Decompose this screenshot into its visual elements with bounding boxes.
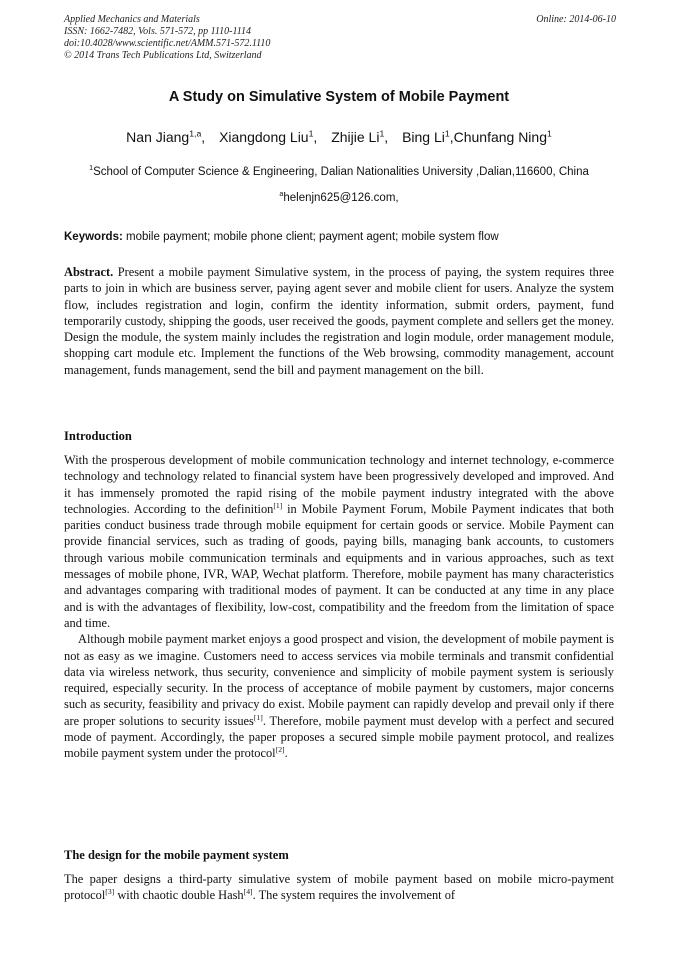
paragraph [64,452,614,631]
design-heading: The design for the mobile payment system [64,848,289,862]
author-affil-marker: 1 [444,128,450,139]
paragraph-text: with chaotic double Hash [114,888,244,903]
author-separator: , [384,129,389,145]
author-affil-marker: 1,a [189,128,202,139]
author-separator: , [449,129,454,145]
introduction-body [64,452,614,762]
copyright-line: © 2014 Trans Tech Publications Ltd, Switzerland [64,50,262,61]
abstract-label: Abstract. [64,265,114,279]
journal-header [64,14,616,62]
citation[interactable]: [1] [273,500,283,510]
paragraph-text: . [284,746,288,761]
author-name: Xiangdong Liu [219,129,309,145]
email-address[interactable]: helenjn625@126.com, [283,192,399,204]
doi-line: doi:10.4028/www.scientific.net/AMM.571-572.1110 [64,38,271,49]
introduction-heading: Introduction [64,429,132,443]
citation[interactable]: [4] [243,887,253,897]
email-marker: a [279,190,284,199]
paragraph-text: With the prosperous development of mobile communication technology and internet technology, e-commerce technology and technology related to financial system have been progressively developed and improved. And it has immensely promoted the rapid rising of the mobile payment industry integrated with the above technologies. According to the definition [64,453,614,516]
design-body [64,871,614,904]
paragraph [64,871,614,904]
keywords-label: Keywords: [64,231,123,243]
online-date: Online: 2014-06-10 [536,14,616,25]
abstract-text: Present a mobile payment Simulative system, in the process of paying, the system requires three parts to join in which are business server, paying agent sever and mobile client for users. Analyze the system flow, includes registration and login, confirm the identity information, submit orders, payment, fund temporarily custody, shipping the goods, user received the goods, payment complete and sellers get the money. Design the module, the system mainly includes the registration and login module, order management module, shopping cart module etc. Implement the functions of the Web browsing, commodity management, account management, funds management, send the bill and payment management on the bill. [64,265,614,377]
keywords [64,231,616,243]
issn-line: ISSN: 1662-7482, Vols. 571-572, pp 1110-1114 [64,26,252,37]
author-affil-marker: 1 [308,128,314,139]
paragraph-text: The paper designs a third-party simulative system of mobile payment based on mobile micro-payment protocol [64,872,614,903]
paper-title: A Study on Simulative System of Mobile Payment [168,89,510,105]
affiliation [0,166,678,178]
author-name: Chunfang Ning [453,129,547,145]
paragraph-text: . The system requires the involvement of [252,888,456,903]
author-affil-marker: 1 [379,128,385,139]
paragraph-text: in Mobile Payment Forum, Mobile Payment indicates that both parities conduct business trade through mobile equipment for certain goods or service. Mobile Payment can provide financial services, such as trading of goods, paying bills, managing bank accounts, to customers through various mobile communication terminals and equipments and in various approaches, such as text messages of mobile phone, IVR, WAP, Wechat platform. Therefore, mobile payment has many characteristics and advantages comparing with traditional modes of payment. It can be conducted at any time in any place and is with the advantages of flexibility, low-cost, compatibility and the freedom from the limitation of space and time. [64,501,614,630]
author-name: Nan Jiang [126,129,190,145]
paragraph-text: Although mobile payment market enjoys a good prospect and vision, the development of mobile payment is not as easy as we imagine. Customers need to access services via mobile terminals and transmit confidential data via wireless network, thus security, convenience and simplicity of mobile payment system is seriously required, especially security. In the process of acceptance of mobile payment by customers, major concerns such as security, feasibility and privacy do exist. Mobile payment can rapidly develop and prevail only if there are proper solutions to security issues [64,632,614,728]
author-list [0,129,678,145]
citation[interactable]: [3] [105,887,115,897]
abstract [64,264,614,378]
affiliation-marker: 1 [89,164,94,173]
affiliation-text: School of Computer Science & Engineering, Dalian Nationalities University ,Dalian,116600, China [93,166,589,178]
author-affil-marker: 1 [547,128,552,139]
keywords-text: mobile payment; mobile phone client; payment agent; mobile system flow [126,231,499,243]
author-separator: , [313,129,318,145]
author-separator: , [201,129,206,145]
citation[interactable]: [1] [253,712,263,722]
author-name: Bing Li [402,129,445,145]
author-name: Zhijie Li [331,129,380,145]
email-line [0,192,678,204]
paragraph [64,631,614,761]
paragraph-text: . Therefore, mobile payment must develop with a perfect and secured mode of payment. Accordingly, the paper proposes a secured simple mobile payment protocol, and realizes mobile payment system under the protocol [64,713,615,761]
journal-name: Applied Mechanics and Materials [64,14,200,25]
citation[interactable]: [2] [275,745,285,755]
